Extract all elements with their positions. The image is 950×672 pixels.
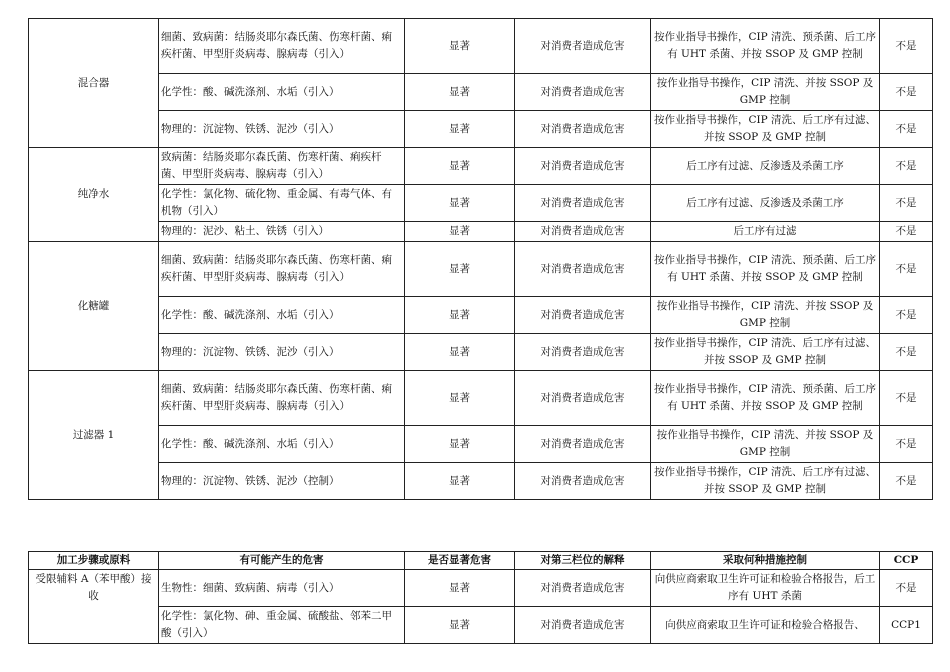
significance-cell: 显著: [405, 242, 515, 297]
table-row: [29, 426, 933, 463]
hazard-cell: 物理的：沉淀物、铁锈、泥沙（控制）: [159, 463, 405, 500]
header-measure: 采取何种措施控制: [651, 552, 880, 570]
control-measure-cell: 按作业指导书操作，CIP 清洗、预杀菌、后工序有 UHT 杀菌、并按 SSOP 及 GMP 控制: [651, 371, 880, 426]
ccp-cell: 不是: [880, 222, 933, 242]
reason-cell: 对消费者造成危害: [515, 371, 651, 426]
table-row: [29, 185, 933, 222]
control-measure-cell: 向供应商索取卫生许可证和检验合格报告，后工序有 UHT 杀菌: [651, 570, 880, 607]
table-row: [29, 19, 933, 74]
ccp-cell: 不是: [880, 185, 933, 222]
significance-cell: 显著: [405, 19, 515, 74]
hazard-cell: 化学性：酸、碱洗涤剂、水垢（引入）: [159, 426, 405, 463]
hazard-cell: 化学性：氯化物、砷、重金属、硫酸盐、邻苯二甲酸（引入）: [159, 607, 405, 644]
hazard-cell: 化学性：酸、碱洗涤剂、水垢（引入）: [159, 297, 405, 334]
reason-cell: 对消费者造成危害: [515, 463, 651, 500]
reason-cell: 对消费者造成危害: [515, 426, 651, 463]
significance-cell: 显著: [405, 111, 515, 148]
ccp-cell: 不是: [880, 570, 933, 607]
reason-cell: 对消费者造成危害: [515, 334, 651, 371]
ccp-cell: 不是: [880, 297, 933, 334]
reason-cell: 对消费者造成危害: [515, 570, 651, 607]
control-measure-cell: 按作业指导书操作，CIP 清洗、后工序有过滤、并按 SSOP 及 GMP 控制: [651, 334, 880, 371]
hazard-analysis-table: [28, 18, 933, 500]
hazard-cell: 细菌、致病菌：结肠炎耶尔森氏菌、伤寒杆菌、痢疾杆菌、甲型肝炎病毒、腺病毒（引入）: [159, 19, 405, 74]
process-step: 受限辅料 A（苯甲酸）接收: [29, 570, 159, 644]
control-measure-cell: 后工序有过滤、反渗透及杀菌工序: [651, 185, 880, 222]
header-step: 加工步骤或原料: [29, 552, 159, 570]
table-row: [29, 111, 933, 148]
significance-cell: 显著: [405, 463, 515, 500]
significance-cell: 显著: [405, 426, 515, 463]
process-step: 纯净水: [29, 148, 159, 242]
control-measure-cell: 向供应商索取卫生许可证和检验合格报告、: [651, 607, 880, 644]
hazard-cell: 物理的：沉淀物、铁锈、泥沙（引入）: [159, 334, 405, 371]
significance-cell: 显著: [405, 74, 515, 111]
table-row: [29, 242, 933, 297]
reason-cell: 对消费者造成危害: [515, 222, 651, 242]
table-row: [29, 371, 933, 426]
hazard-cell: 化学性：酸、碱洗涤剂、水垢（引入）: [159, 74, 405, 111]
significance-cell: 显著: [405, 222, 515, 242]
control-measure-cell: 按作业指导书操作，CIP 清洗、并按 SSOP 及 GMP 控制: [651, 426, 880, 463]
ccp-cell: 不是: [880, 111, 933, 148]
reason-cell: 对消费者造成危害: [515, 297, 651, 334]
raw-material-hazard-table: [28, 551, 933, 644]
reason-cell: 对消费者造成危害: [515, 148, 651, 185]
ccp-cell: 不是: [880, 426, 933, 463]
significance-cell: 显著: [405, 607, 515, 644]
ccp-cell: CCP1: [880, 607, 933, 644]
reason-cell: 对消费者造成危害: [515, 111, 651, 148]
header-row: [29, 552, 933, 570]
hazard-cell: 化学性：氯化物、硫化物、重金属、有毒气体、有机物（引入）: [159, 185, 405, 222]
table-row: [29, 148, 933, 185]
ccp-cell: 不是: [880, 242, 933, 297]
control-measure-cell: 按作业指导书操作，CIP 清洗、后工序有过滤、并按 SSOP 及 GMP 控制: [651, 463, 880, 500]
hazard-cell: 物理的：沉淀物、铁锈、泥沙（引入）: [159, 111, 405, 148]
ccp-cell: 不是: [880, 148, 933, 185]
hazard-cell: 致病菌：结肠炎耶尔森氏菌、伤寒杆菌、痢疾杆菌、甲型肝炎病毒、腺病毒（引入）: [159, 148, 405, 185]
reason-cell: 对消费者造成危害: [515, 185, 651, 222]
control-measure-cell: 后工序有过滤: [651, 222, 880, 242]
significance-cell: 显著: [405, 185, 515, 222]
significance-cell: 显著: [405, 334, 515, 371]
ccp-cell: 不是: [880, 371, 933, 426]
hazard-cell: 细菌、致病菌：结肠炎耶尔森氏菌、伤寒杆菌、痢疾杆菌、甲型肝炎病毒、腺病毒（引入）: [159, 242, 405, 297]
ccp-cell: 不是: [880, 74, 933, 111]
process-step: 化糖罐: [29, 242, 159, 371]
reason-cell: 对消费者造成危害: [515, 242, 651, 297]
table-row: [29, 74, 933, 111]
table-row: [29, 570, 933, 607]
reason-cell: 对消费者造成危害: [515, 19, 651, 74]
control-measure-cell: 按作业指导书操作，CIP 清洗、预杀菌、后工序有 UHT 杀菌、并按 SSOP 及 GMP 控制: [651, 242, 880, 297]
header-hazard: 有可能产生的危害: [159, 552, 405, 570]
hazard-cell: 细菌、致病菌：结肠炎耶尔森氏菌、伤寒杆菌、痢疾杆菌、甲型肝炎病毒、腺病毒（引入）: [159, 371, 405, 426]
header-reason: 对第三栏位的解释: [515, 552, 651, 570]
reason-cell: 对消费者造成危害: [515, 607, 651, 644]
header-significant: 是否显著危害: [405, 552, 515, 570]
ccp-cell: 不是: [880, 19, 933, 74]
significance-cell: 显著: [405, 570, 515, 607]
control-measure-cell: 按作业指导书操作，CIP 清洗、并按 SSOP 及 GMP 控制: [651, 74, 880, 111]
ccp-cell: 不是: [880, 463, 933, 500]
control-measure-cell: 按作业指导书操作，CIP 清洗、并按 SSOP 及 GMP 控制: [651, 297, 880, 334]
table-row: [29, 607, 933, 644]
table-row: [29, 297, 933, 334]
significance-cell: 显著: [405, 148, 515, 185]
ccp-cell: 不是: [880, 334, 933, 371]
control-measure-cell: 后工序有过滤、反渗透及杀菌工序: [651, 148, 880, 185]
hazard-cell: 物理的：泥沙、粘土、铁锈（引入）: [159, 222, 405, 242]
hazard-cell: 生物性：细菌、致病菌、病毒（引入）: [159, 570, 405, 607]
control-measure-cell: 按作业指导书操作，CIP 清洗、预杀菌、后工序有 UHT 杀菌、并按 SSOP 及 GMP 控制: [651, 19, 880, 74]
reason-cell: 对消费者造成危害: [515, 74, 651, 111]
control-measure-cell: 按作业指导书操作，CIP 清洗、后工序有过滤、并按 SSOP 及 GMP 控制: [651, 111, 880, 148]
significance-cell: 显著: [405, 297, 515, 334]
table-row: [29, 334, 933, 371]
header-ccp: CCP: [880, 552, 933, 570]
process-step: 过滤器 1: [29, 371, 159, 500]
significance-cell: 显著: [405, 371, 515, 426]
process-step: 混合器: [29, 19, 159, 148]
table-row: [29, 222, 933, 242]
table-row: [29, 463, 933, 500]
